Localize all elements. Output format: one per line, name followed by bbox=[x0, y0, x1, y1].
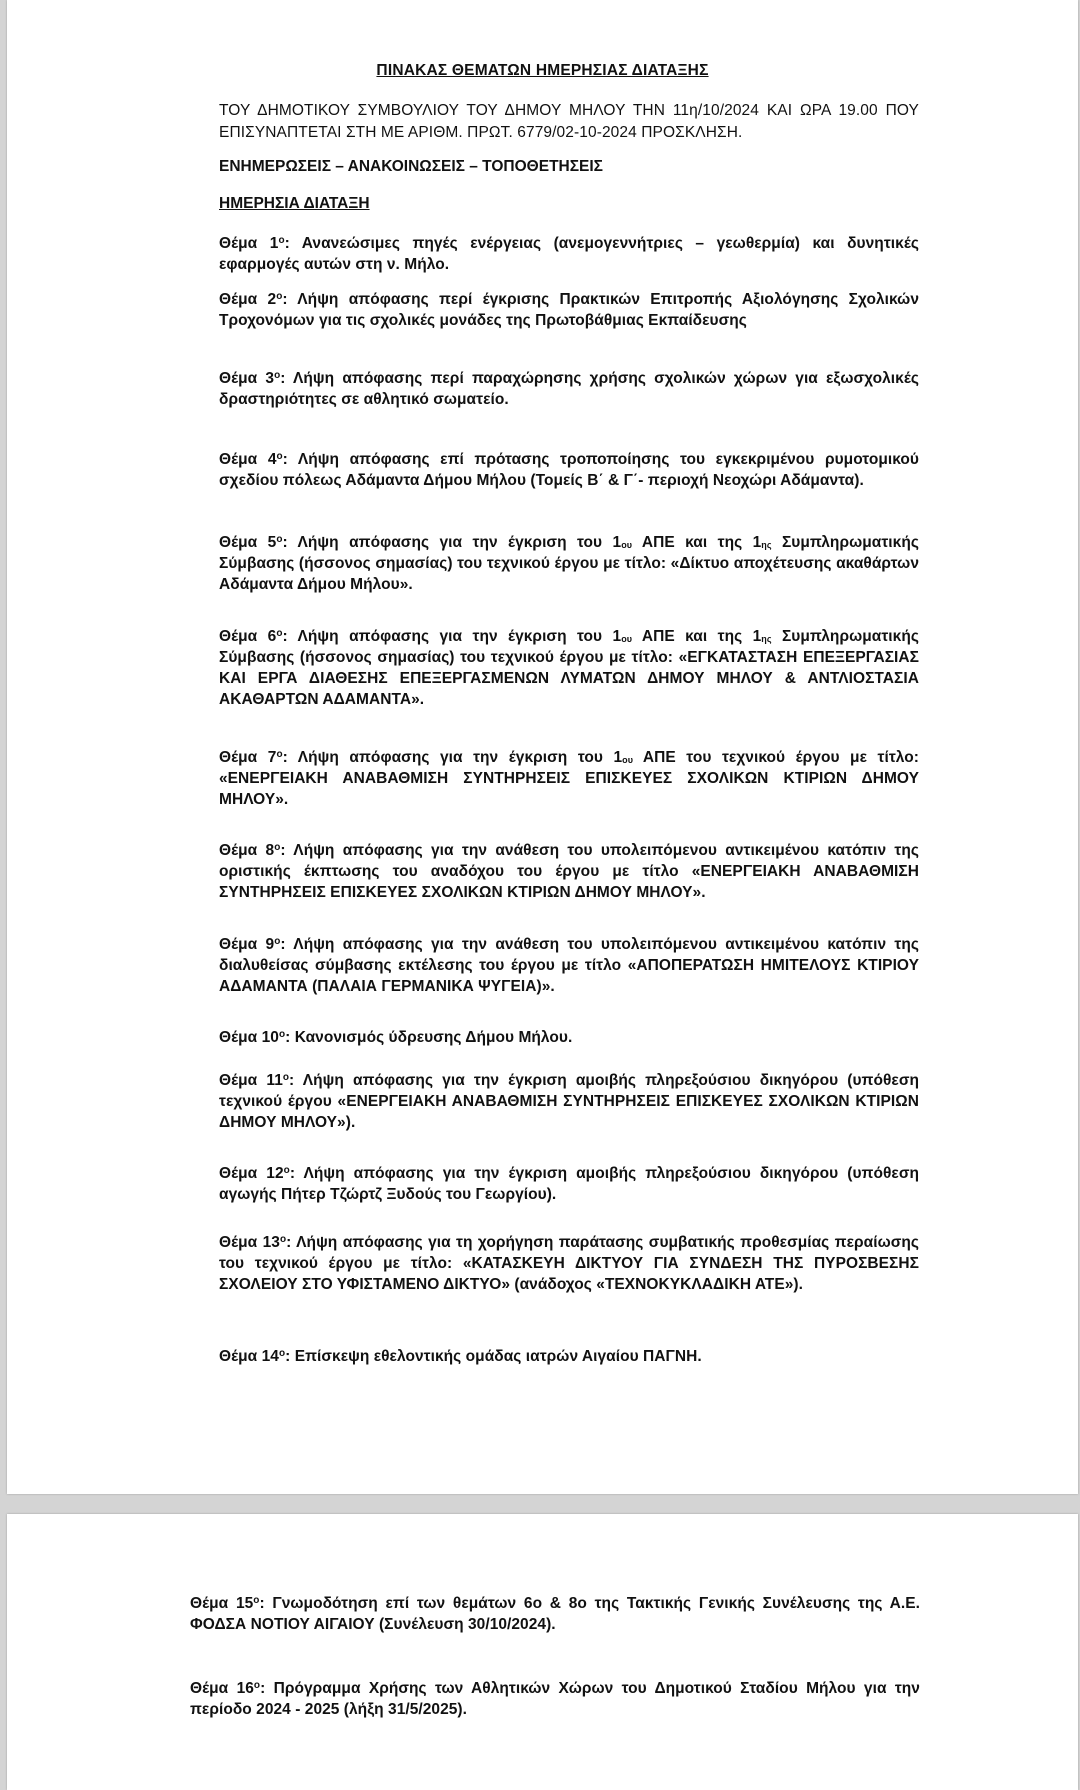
document-intro: ΤΟΥ ΔΗΜΟΤΙΚΟΥ ΣΥΜΒΟΥΛΙΟΥ ΤΟΥ ΔΗΜΟΥ ΜΗΛΟΥ ΤΗΝ 11η/10/2024 ΚΑΙ ΩΡΑ 19.00 ΠΟΥ ΕΠΙΣΥΝΑΠΤΕΤΑΙ ΣΤΗ ΜΕ ΑΡΙΘΜ. ΠΡΩΤ. 6779/02-10-2024 ΠΡΟΣΚΛΗΣΗ. bbox=[219, 102, 919, 141]
agenda-item-3: Θέμα $3^o$: Λήψη απόφασης περί παραχώρησης χρήσης σχολικών χώρων για εξωσχολικές δραστηριότητες σε αθλητικό σωματείο. bbox=[219, 370, 919, 408]
agenda-item-15: Θέμα $15^o$: Γνωμοδότηση επί των θεμάτων 6ο & 8ο της Τακτικής Γενικής Συνέλευσης της Α.Ε. ΦΟΔΣΑ ΝΟΤΙΟΥ ΑΙΓΑΙΟΥ (Συνέλευση 30/10/2024). bbox=[190, 1595, 920, 1633]
document-page-2 bbox=[7, 1514, 1078, 1790]
agenda-item-14: Θέμα $14^o$: Επίσκεψη εθελοντικής ομάδας ιατρών Αιγαίου ΠΑΓΝΗ. bbox=[219, 1348, 702, 1365]
agenda-item-5: Θέμα $5^o$: Λήψη απόφασης για την έγκριση του $1_{o\upsilon}$ ΑΠΕ και της $1_{\eta\varsigma}$ Συμπληρωματικής Σύμβασης (ήσσονος σημασίας) του τεχνικού έργου με τίτλο: «Δίκτυο αποχέτευσης ακαθάρτων Αδάμαντα Δήμου Μήλου». bbox=[219, 534, 919, 593]
agenda-item-1: Θέμα $1^o$: Ανανεώσιμες πηγές ενέργειας (ανεμογεννήτριες – γεωθερμία) και δυνητικές εφαρμογές αυτών στη ν. Μήλο. bbox=[219, 235, 919, 273]
agenda-item-13: Θέμα $13^o$: Λήψη απόφασης για τη χορήγηση παράτασης συμβατικής προθεσμίας περαίωσης του τεχνικού έργου με τίτλο: «ΚΑΤΑΣΚΕΥΗ ΔΙΚΤΥΟΥ ΓΙΑ ΣΥΝΔΕΣΗ ΤΗΣ ΠΥΡΟΣΒΕΣΗΣ ΣΧΟΛΕΙΟΥ ΣΤΟ ΥΦΙΣΤΑΜΕΝΟ ΔΙΚΤΥΟ» (ανάδοχος «ΤΕΧΝΟΚΥΚΛΑΔΙΚΗ ΑΤΕ»). bbox=[219, 1234, 919, 1293]
updates-heading: ΕΝΗΜΕΡΩΣΕΙΣ – ΑΝΑΚΟΙΝΩΣΕΙΣ – ΤΟΠΟΘΕΤΗΣΕΙΣ bbox=[219, 158, 603, 175]
document-page-1 bbox=[7, 0, 1078, 1494]
agenda-heading: ΗΜΕΡΗΣΙΑ ΔΙΑΤΑΞΗ bbox=[219, 195, 370, 212]
agenda-item-16: Θέμα $16^o$: Πρόγραμμα Χρήσης των Αθλητικών Χώρων του Δημοτικού Σταδίου Μήλου για την περίοδο 2024 - 2025 (λήξη 31/5/2025). bbox=[190, 1680, 920, 1718]
agenda-item-4: Θέμα $4^o$: Λήψη απόφασης επί πρότασης τροποποίησης του εγκεκριμένου ρυμοτομικού σχεδίου πόλεως Αδάμαντα Δήμου Μήλου (Τομείς Β΄ & Γ΄- περιοχή Νεοχώρι Αδάμαντα). bbox=[219, 451, 919, 489]
document-title: ΠΙΝΑΚΑΣ ΘΕΜΑΤΩΝ ΗΜΕΡΗΣΙΑΣ ΔΙΑΤΑΞΗΣ bbox=[376, 62, 709, 79]
agenda-item-12: Θέμα $12^o$: Λήψη απόφασης για την έγκριση αμοιβής πληρεξούσιου δικηγόρου (υπόθεση αγωγής Πήτερ Τζώρτζ Ξυδούς του Γεωργίου). bbox=[219, 1165, 919, 1203]
agenda-item-7: Θέμα $7^o$: Λήψη απόφασης για την έγκριση του $1_{o\upsilon}$ ΑΠΕ του τεχνικού έργου με τίτλο: «ΕΝΕΡΓΕΙΑΚΗ ΑΝΑΒΑΘΜΙΣΗ ΣΥΝΤΗΡΗΣΕΙΣ ΕΠΙΣΚΕΥΕΣ ΣΧΟΛΙΚΩΝ ΚΤΙΡΙΩΝ ΔΗΜΟΥ ΜΗΛΟΥ». bbox=[219, 749, 919, 808]
agenda-item-9: Θέμα $9^o$: Λήψη απόφασης για την ανάθεση του υπολειπόμενου αντικειμένου κατόπιν της διαλυθείσας σύμβασης εκτέλεσης του έργου με τίτλο «ΑΠΟΠΕΡΑΤΩΣΗ ΗΜΙΤΕΛΟΥΣ ΚΤΙΡΙΟΥ ΑΔΑΜΑΝΤΑ (ΠΑΛΑΙΑ ΓΕΡΜΑΝΙΚΑ ΨΥΓΕΙΑ)». bbox=[219, 936, 919, 995]
agenda-item-11: Θέμα $11^o$: Λήψη απόφασης για την έγκριση αμοιβής πληρεξούσιου δικηγόρου (υπόθεση τεχνικού έργου «ΕΝΕΡΓΕΙΑΚΗ ΑΝΑΒΑΘΜΙΣΗ ΣΥΝΤΗΡΗΣΕΙΣ ΕΠΙΣΚΕΥΕΣ ΣΧΟΛΙΚΩΝ ΚΤΙΡΙΩΝ ΔΗΜΟΥ ΜΗΛΟΥ»). bbox=[219, 1072, 919, 1131]
agenda-item-6: Θέμα $6^o$: Λήψη απόφασης για την έγκριση του $1_{o\upsilon}$ ΑΠΕ και της $1_{\eta\varsigma}$ Συμπληρωματικής Σύμβασης (ήσσονος σημασίας) του τεχνικού έργου με τίτλο: «ΕΓΚΑΤΑΣΤΑΣΗ ΕΠΕΞΕΡΓΑΣΙΑΣ ΚΑΙ ΕΡΓΑ ΔΙΑΘΕΣΗΣ ΕΠΕΞΕΡΓΑΣΜΕΝΩΝ ΛΥΜΑΤΩΝ ΔΗΜΟΥ ΜΗΛΟΥ & ΑΝΤΛΙΟΣΤΑΣΙΑ ΑΚΑΘΑΡΤΩΝ ΑΔΑΜΑΝΤΑ». bbox=[219, 628, 919, 708]
agenda-item-2: Θέμα $2^o$: Λήψη απόφασης περί έγκρισης Πρακτικών Επιτροπής Αξιολόγησης Σχολικών Τροχονόμων για τις σχολικές μονάδες της Πρωτοβάθμιας Εκπαίδευσης bbox=[219, 291, 919, 329]
agenda-item-10: Θέμα $10^o$: Κανονισμός ύδρευσης Δήμου Μήλου. bbox=[219, 1029, 573, 1046]
agenda-item-8: Θέμα $8^o$: Λήψη απόφασης για την ανάθεση του υπολειπόμενου αντικειμένου κατόπιν της οριστικής έκπτωσης του αναδόχου του έργου με τίτλο «ΕΝΕΡΓΕΙΑΚΗ ΑΝΑΒΑΘΜΙΣΗ ΣΥΝΤΗΡΗΣΕΙΣ ΕΠΙΣΚΕΥΕΣ ΣΧΟΛΙΚΩΝ ΚΤΙΡΙΩΝ ΔΗΜΟΥ ΜΗΛΟΥ». bbox=[219, 842, 919, 901]
